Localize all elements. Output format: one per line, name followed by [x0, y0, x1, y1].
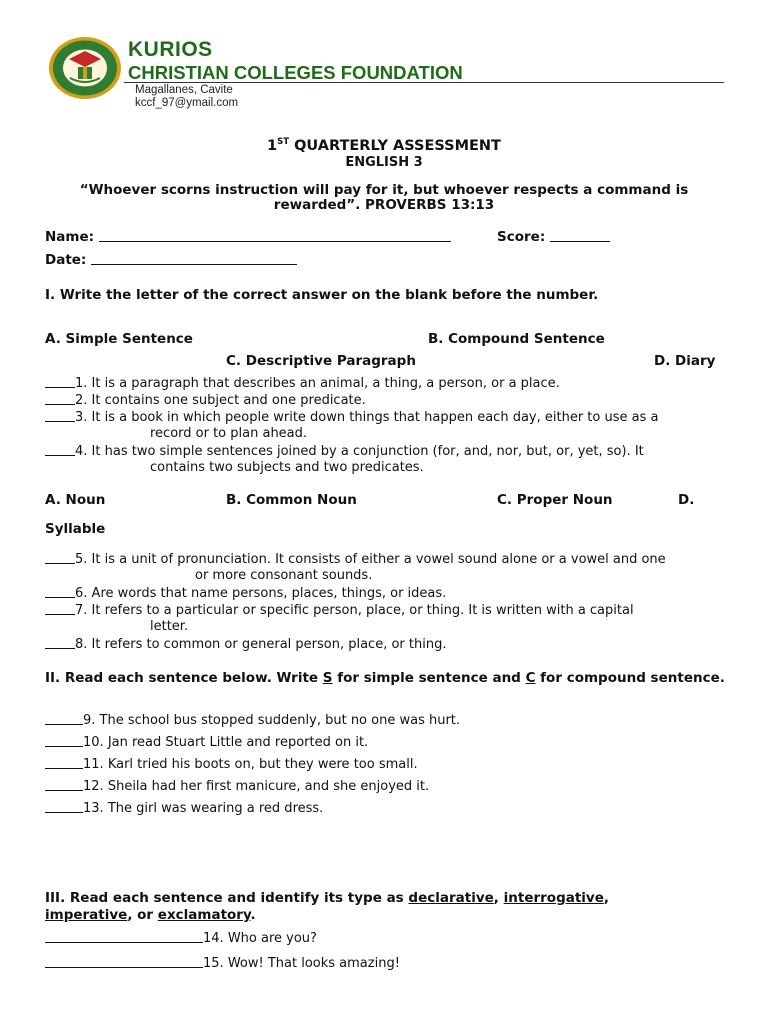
name-blank[interactable]: [99, 228, 451, 242]
score-field[interactable]: [497, 228, 610, 245]
type-exclamatory: exclamatory: [157, 907, 251, 923]
part2-instruction-middle: for simple sentence and: [332, 670, 526, 686]
question-item: [45, 930, 725, 948]
question-item: [45, 712, 725, 730]
school-address-block: [135, 84, 238, 110]
choice-simple-sentence: A. Simple Sentence: [45, 331, 193, 347]
answer-blank[interactable]: [45, 712, 83, 725]
question-number: 15.: [203, 956, 224, 971]
question-text: Jan read Stuart Little and reported on it.: [107, 735, 369, 750]
separator: , or: [127, 907, 158, 923]
choice-syllable: Syllable: [45, 521, 106, 537]
subject-title: ENGLISH 3: [345, 155, 423, 170]
answer-blank[interactable]: [45, 602, 75, 615]
question-item: [45, 636, 725, 654]
question-number: 14.: [203, 931, 224, 946]
part2-instruction: [45, 670, 725, 687]
school-seal-logo: [48, 36, 122, 100]
question-item: [45, 392, 725, 410]
question-number: 1.: [75, 376, 88, 391]
question-text: It is a paragraph that describes an animal, a thing, a person, or a place.: [91, 376, 560, 391]
bible-quote: “Whoever scorns instruction will pay for it, but whoever respects a command is rewarded”. PROVERBS 13:13: [79, 182, 689, 213]
question-number: 10.: [83, 735, 104, 750]
separator: ,: [603, 890, 610, 906]
choice-common-noun: B. Common Noun: [226, 492, 357, 508]
answer-blank[interactable]: [45, 636, 75, 649]
type-interrogative: interrogative: [503, 890, 604, 906]
question-text-continued: letter.: [150, 619, 189, 634]
answer-blank[interactable]: [45, 375, 75, 388]
answer-blank[interactable]: [45, 409, 75, 422]
type-declarative: declarative: [408, 890, 494, 906]
choice-d-letter: D.: [678, 492, 695, 508]
question-text: The girl was wearing a red dress.: [107, 801, 324, 816]
answer-blank[interactable]: [45, 734, 83, 747]
question-text: The school bus stopped suddenly, but no one was hurt.: [99, 713, 461, 728]
separator: ,: [493, 890, 504, 906]
question-text: Karl tried his boots on, but they were too small.: [107, 757, 418, 772]
choice-diary: D. Diary: [654, 353, 716, 369]
name-field[interactable]: [45, 228, 451, 245]
question-text: It refers to common or general person, place, or thing.: [91, 637, 447, 652]
part3-instruction: [45, 890, 725, 924]
question-item: [45, 409, 725, 427]
part3-instruction-start: III. Read each sentence and identify its type as: [45, 890, 409, 906]
score-label: Score:: [497, 229, 546, 245]
header-divider: [124, 82, 724, 83]
answer-blank[interactable]: [45, 930, 203, 943]
name-label: Name:: [45, 229, 95, 245]
instruction-period: .: [250, 907, 256, 923]
question-number: 6.: [75, 586, 88, 601]
question-item: [45, 375, 725, 393]
part2-instruction-start: II. Read each sentence below. Write: [45, 670, 323, 686]
date-blank[interactable]: [91, 251, 297, 265]
answer-blank[interactable]: [45, 443, 75, 456]
question-item: [45, 734, 725, 752]
part1-instruction: I. Write the letter of the correct answer on the blank before the number.: [45, 287, 599, 303]
question-text: It contains one subject and one predicate.: [91, 393, 366, 408]
question-item: [45, 602, 725, 620]
simple-letter: S: [322, 670, 333, 686]
answer-blank[interactable]: [45, 955, 203, 968]
school-email: kccf_97@ymail.com: [135, 97, 239, 109]
question-number: 5.: [75, 552, 88, 567]
choice-noun: A. Noun: [45, 492, 106, 508]
title-text: QUARTERLY ASSESSMENT: [294, 138, 501, 154]
question-number: 13.: [83, 801, 104, 816]
question-item: [45, 551, 725, 569]
question-text: Are words that name persons, places, things, or ideas.: [91, 586, 447, 601]
question-text: Wow! That looks amazing!: [227, 956, 400, 971]
answer-blank[interactable]: [45, 778, 83, 791]
score-blank[interactable]: [550, 228, 610, 242]
question-item: [45, 756, 725, 774]
choice-proper-noun: C. Proper Noun: [497, 492, 613, 508]
question-number: 7.: [75, 603, 88, 618]
answer-blank[interactable]: [45, 800, 83, 813]
question-item: [45, 443, 725, 461]
question-item: [45, 778, 725, 796]
answer-blank[interactable]: [45, 585, 75, 598]
question-number: 9.: [83, 713, 96, 728]
part2-instruction-end: for compound sentence.: [535, 670, 725, 686]
school-name: [128, 38, 463, 84]
school-name-line1: KURIOS: [128, 38, 213, 61]
question-text: It is a unit of pronunciation. It consists of either a vowel sound alone or a vowel and one: [91, 552, 666, 567]
question-number: 12.: [83, 779, 104, 794]
question-item: [45, 955, 725, 973]
question-text: It is a book in which people write down things that happen each day, either to use as a: [91, 410, 659, 425]
school-address: Magallanes, Cavite: [135, 84, 233, 96]
answer-blank[interactable]: [45, 392, 75, 405]
question-number: 4.: [75, 444, 88, 459]
question-text-continued: contains two subjects and two predicates.: [150, 460, 424, 475]
answer-blank[interactable]: [45, 551, 75, 564]
question-number: 8.: [75, 637, 88, 652]
question-number: 2.: [75, 393, 88, 408]
question-text-continued: record or to plan ahead.: [150, 426, 308, 441]
title-number: 1: [267, 138, 278, 154]
answer-blank[interactable]: [45, 756, 83, 769]
choice-compound-sentence: B. Compound Sentence: [428, 331, 605, 347]
type-imperative: imperative: [45, 907, 128, 923]
question-number: 11.: [83, 757, 104, 772]
question-text: Who are you?: [227, 931, 317, 946]
date-field[interactable]: [45, 251, 297, 268]
question-text: It has two simple sentences joined by a conjunction (for, and, nor, but, or, yet, so). It: [91, 444, 644, 459]
question-text: Sheila had her first manicure, and she enjoyed it.: [107, 779, 430, 794]
compound-letter: C: [525, 670, 536, 686]
choice-descriptive-paragraph: C. Descriptive Paragraph: [226, 353, 416, 369]
date-label: Date:: [45, 252, 87, 268]
question-text: It refers to a particular or specific person, place, or thing. It is written with a capital: [91, 603, 634, 618]
question-item: [45, 585, 725, 603]
title-ordinal-suffix: ST: [277, 137, 290, 147]
school-name-line2: CHRISTIAN COLLEGES FOUNDATION: [128, 62, 463, 83]
question-item: [45, 800, 725, 818]
question-number: 3.: [75, 410, 88, 425]
question-text-continued: or more consonant sounds.: [195, 568, 373, 583]
page-title: [0, 137, 768, 154]
